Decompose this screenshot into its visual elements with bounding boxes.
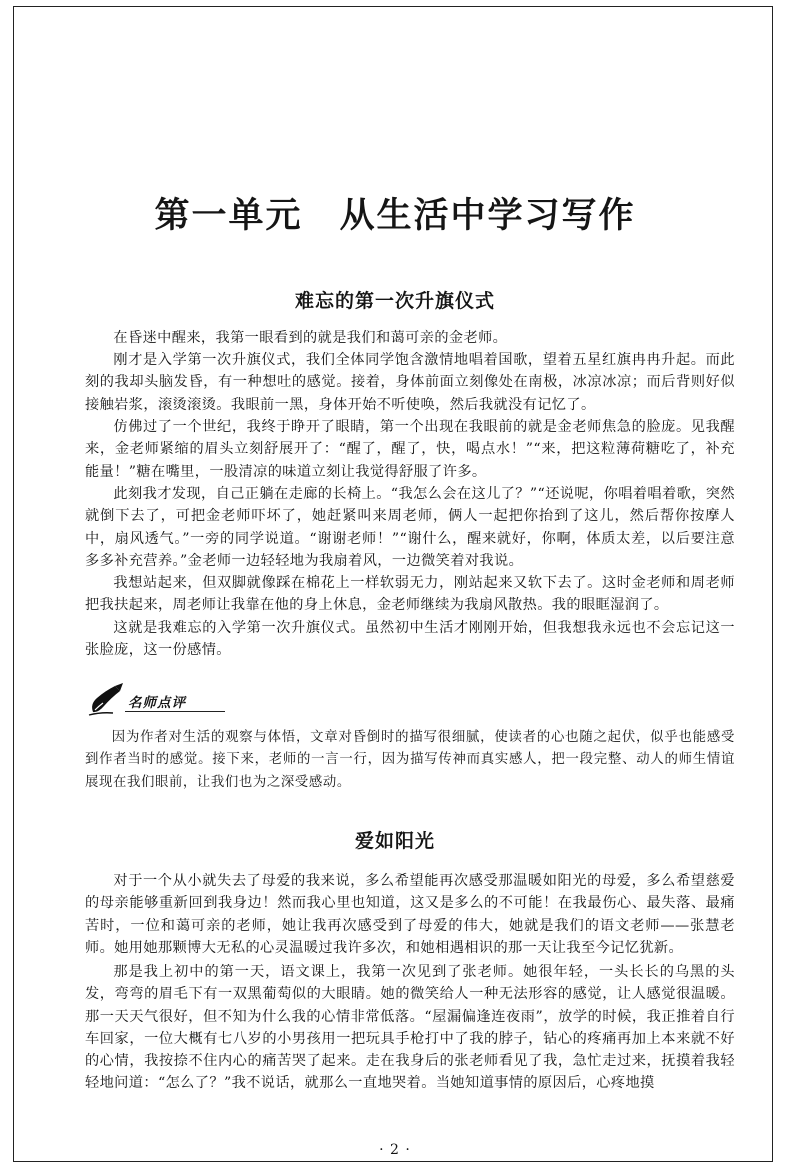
essay-title-1: 难忘的第一次升旗仪式 xyxy=(294,290,495,312)
page-number: · 2 · xyxy=(379,1142,411,1158)
teacher-comment-label: 名师点评 xyxy=(128,695,186,711)
unit-title: 第一单元 从生活中学习写作 xyxy=(154,195,636,237)
essay1-paragraph-1: 在昏迷中醒来，我第一眼看到的就是我们和蔼可亲的金老师。 xyxy=(113,330,508,346)
essay1-paragraph-3: 仿佛过了一个世纪，我终于睁开了眼睛，第一个出现在我眼前的就是金老师焦急的脸庞。见我醒来，金老师紧缩的眉头立刻舒展开了：“醒了，醒了，快，喝点水！”“来，把这粒薄荷糖吃了，补充能量！”糖在嘴里，一股清凉的味道立刻让我觉得舒服了许多。 xyxy=(85,419,735,480)
pen-icon xyxy=(87,682,127,716)
essay1-paragraph-4: 此刻我才发现，自己正躺在走廊的长椅上。“我怎么会在这儿了？”“还说呢，你唱着唱着歌，突然就倒下去了，可把金老师吓坏了，她赶紧叫来周老师，俩人一起把你抬到了这儿，然后帮你按摩人中，扇风透气。”一旁的同学说道。“谢谢老师！”“谢什么，醒来就好，你啊，体质太差，以后要注意多多补充营养。”金老师一边轻轻地为我扇着风，一边微笑着对我说。 xyxy=(85,486,735,569)
teacher-comment-text: 因为作者对生活的观察与体悟，文章对昏倒时的描写很细腻，使读者的心也随之起伏，似乎也能感受到作者当时的感觉。接下来，老师的一言一行，因为描写传神而真实感人，把一段完整、动人的师生情谊展现在我们眼前，让我们也为之深受感动。 xyxy=(85,730,735,790)
essay2-paragraph-2: 那是我上初中的第一天，语文课上，我第一次见到了张老师。她很年轻，一头长长的乌黑的头发，弯弯的眉毛下有一双黑葡萄似的大眼睛。她的微笑给人一种无法形容的感觉，让人感觉很温暖。那一天天气很好，但不知为什么我的心情非常低落。“屋漏偏逢连夜雨”，放学的时候，我正推着自行车回家，一位大概有七八岁的小男孩用一把玩具手枪打中了我的脖子，钻心的疼痛再加上本来就不好的心情，我按捺不住内心的痛苦哭了起来。走在我身后的张老师看见了我，急忙走过来，抚摸着我轻轻地问道：“怎么了？”我不说话，就那么一直地哭着。当她知道事情的原因后，心疼地摸 xyxy=(85,964,735,1092)
essay2-paragraph-1: 对于一个从小就失去了母爱的我来说，多么希望能再次感受那温暖如阳光的母爱，多么希望慈爱的母亲能够重新回到我身边！然而我心里也知道，这又是多么的不可能！在我最伤心、最失落、最痛苦时，一位和蔼可亲的老师，她让我再次感受到了母爱的伟大，她就是我们的语文老师——张慧老师。她用她那颗博大无私的心灵温暖过我许多次，和她相遇相识的那一天让我至今记忆犹新。 xyxy=(85,873,735,956)
essay-title-2: 爱如阳光 xyxy=(354,830,435,852)
teacher-comment-badge xyxy=(87,686,227,716)
essay1-paragraph-5: 我想站起来，但双脚就像踩在棉花上一样软弱无力，刚站起来又软下去了。这时金老师和周老师把我扶起来，周老师让我靠在他的身上休息，金老师继续为我扇风散热。我的眼眶湿润了。 xyxy=(85,575,735,614)
essay1-paragraph-6: 这就是我难忘的入学第一次升旗仪式。虽然初中生活才刚刚开始，但我想我永远也不会忘记这一张脸庞，这一份感情。 xyxy=(85,620,735,659)
essay1-paragraph-2: 刚才是入学第一次升旗仪式，我们全体同学饱含激情地唱着国歌，望着五星红旗冉冉升起。而此刻的我却头脑发昏，有一种想吐的感觉。接着，身体前面立刻像处在南极，冰凉冰凉；而后背则好似接触岩浆，滚烫滚烫。我眼前一黑，身体开始不听使唤，然后我就没有记忆了。 xyxy=(85,352,735,413)
badge-underline xyxy=(125,711,225,712)
